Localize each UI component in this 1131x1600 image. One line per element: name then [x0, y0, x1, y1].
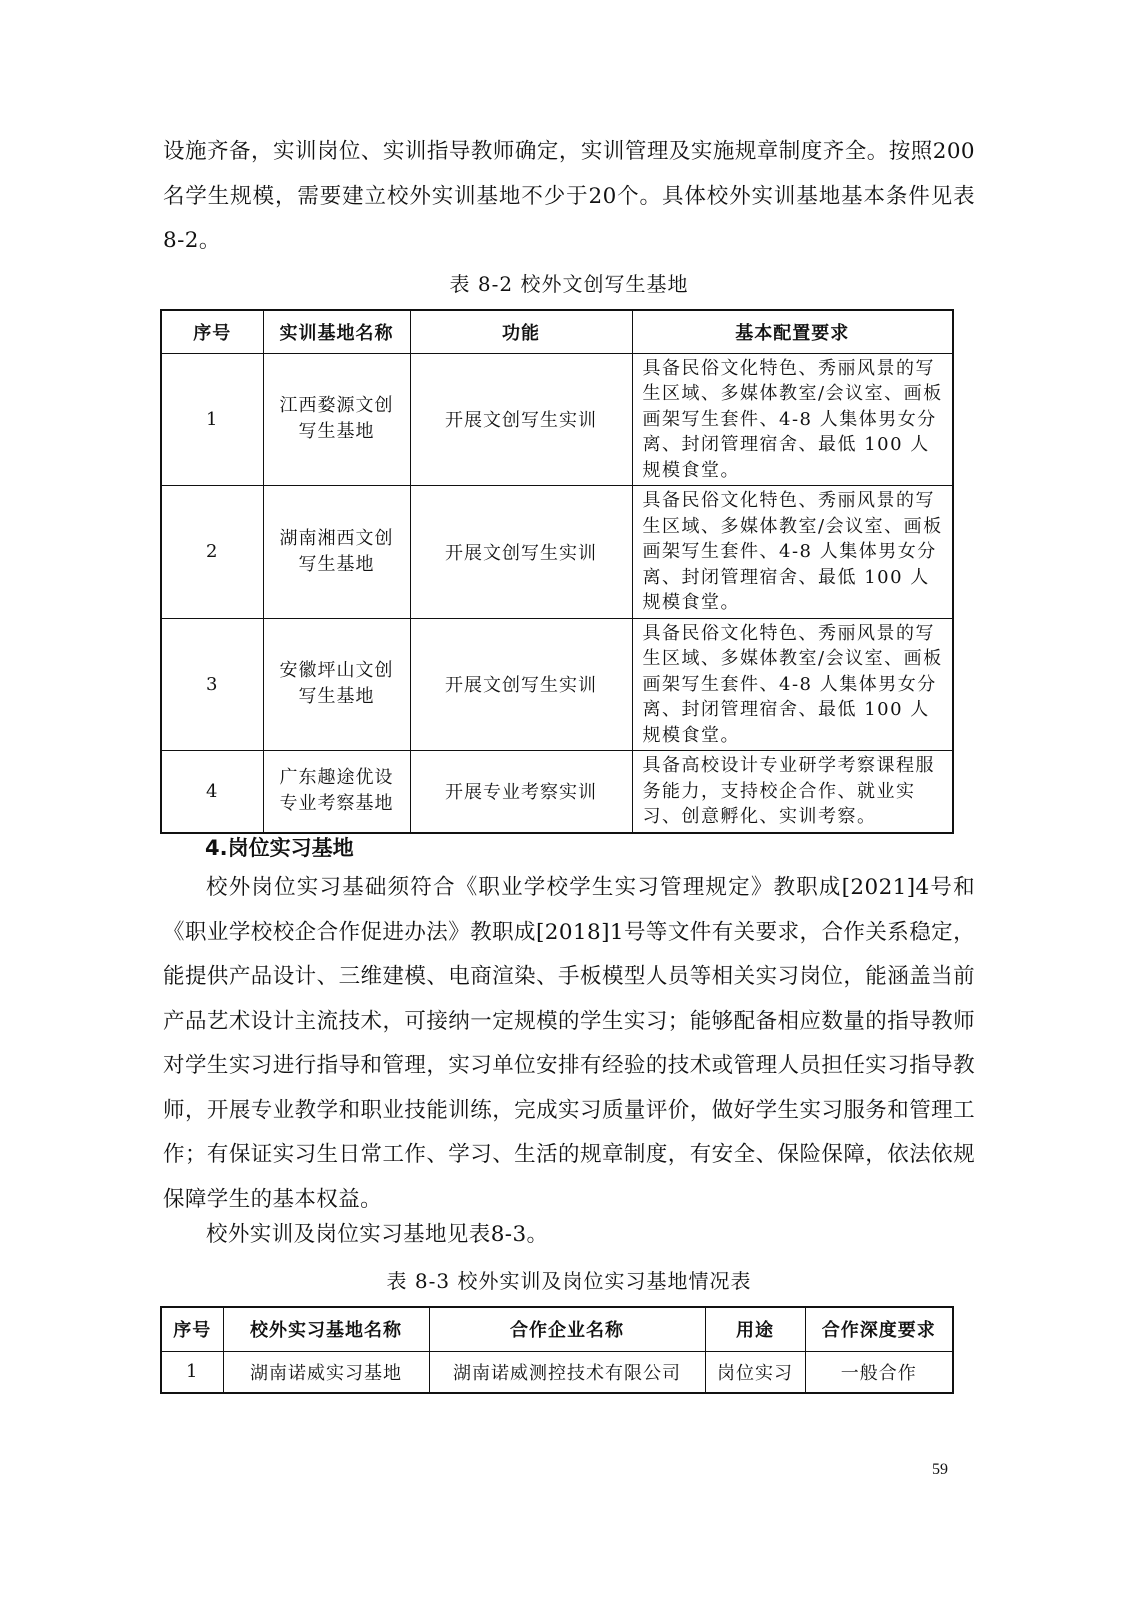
cell-function: 开展文创写生实训: [410, 618, 632, 751]
cell-no: 1: [161, 1351, 223, 1393]
table-header-row: [161, 1307, 953, 1351]
header-no: 序号: [161, 310, 263, 353]
header-use: 用途: [705, 1307, 805, 1351]
cell-base-name: 湖南诺威实习基地: [223, 1351, 429, 1393]
cell-function: 开展文创写生实训: [410, 353, 632, 486]
table-row: [161, 486, 953, 619]
cell-base-name: 江西婺源文创写生基地: [263, 353, 410, 486]
page-number: 59: [932, 1461, 948, 1478]
table-row: [161, 618, 953, 751]
table-header-row: [161, 310, 953, 353]
cell-depth: 一般合作: [805, 1351, 953, 1393]
cell-function: 开展专业考察实训: [410, 751, 632, 833]
cell-base-name: 湖南湘西文创写生基地: [263, 486, 410, 619]
header-depth: 合作深度要求: [805, 1307, 953, 1351]
table-8-2-caption: 表 8-2 校外文创写生基地: [449, 272, 689, 296]
cell-requirement: 具备高校设计专业研学考察课程服务能力，支持校企合作、就业实习、创意孵化、实训考察。: [632, 751, 953, 833]
table-row: [161, 1351, 953, 1393]
table-8-2: [160, 309, 954, 834]
table-8-3: [160, 1306, 954, 1394]
cell-company: 湖南诺威测控技术有限公司: [429, 1351, 705, 1393]
cell-requirement: 具备民俗文化特色、秀丽风景的写生区域、多媒体教室/会议室、画板画架写生套件、4-8 人集体男女分离、封闭管理宿舍、最低 100 人规模食堂。: [632, 486, 953, 619]
header-base-name: 实训基地名称: [263, 310, 410, 353]
cell-use: 岗位实习: [705, 1351, 805, 1393]
intro-paragraph: 设施齐备，实训岗位、实训指导教师确定，实训管理及实施规章制度齐全。按照200名学生规模，需要建立校外实训基地不少于20个。具体校外实训基地基本条件见表8-2。: [163, 139, 975, 253]
header-function: 功能: [410, 310, 632, 353]
header-company: 合作企业名称: [429, 1307, 705, 1351]
cell-requirement: 具备民俗文化特色、秀丽风景的写生区域、多媒体教室/会议室、画板画架写生套件、4-8 人集体男女分离、封闭管理宿舍、最低 100 人规模食堂。: [632, 618, 953, 751]
cell-function: 开展文创写生实训: [410, 486, 632, 619]
cell-no: 1: [161, 353, 263, 486]
header-requirements: 基本配置要求: [632, 310, 953, 353]
cell-base-name: 安徽坪山文创写生基地: [263, 618, 410, 751]
cell-no: 4: [161, 751, 263, 833]
table-8-3-caption: 表 8-3 校外实训及岗位实习基地情况表: [386, 1269, 752, 1293]
cell-requirement: 具备民俗文化特色、秀丽风景的写生区域、多媒体教室/会议室、画板画架写生套件、4-8 人集体男女分离、封闭管理宿舍、最低 100 人规模食堂。: [632, 353, 953, 486]
header-base-name: 校外实习基地名称: [223, 1307, 429, 1351]
cell-no: 3: [161, 618, 263, 751]
cell-base-name: 广东趣途优设专业考察基地: [263, 751, 410, 833]
table-row: [161, 353, 953, 486]
reference-paragraph: 校外实训及岗位实习基地见表8-3。: [206, 1222, 549, 1247]
body-paragraph: 校外岗位实习基础须符合《职业学校学生实习管理规定》教职成[2021]4号和《职业学校校企合作促进办法》教职成[2018]1号等文件有关要求，合作关系稳定，能提供产品设计、三维建模、电商渲染、手板模型人员等相关实习岗位，能涵盖当前产品艺术设计主流技术，可接纳一定规模的学生实习；能够配备相应数量的指导教师对学生实习进行指导和管理，实习单位安排有经验的技术或管理人员担任实习指导教师，开展专业教学和职业技能训练，完成实习质量评价，做好学生实习服务和管理工作；有保证实习生日常工作、学习、生活的规章制度，有安全、保险保障，依法依规保障学生的基本权益。: [163, 875, 975, 1212]
table-row: [161, 751, 953, 833]
section-heading: 4.岗位实习基地: [205, 836, 354, 860]
header-no: 序号: [161, 1307, 223, 1351]
cell-no: 2: [161, 486, 263, 619]
